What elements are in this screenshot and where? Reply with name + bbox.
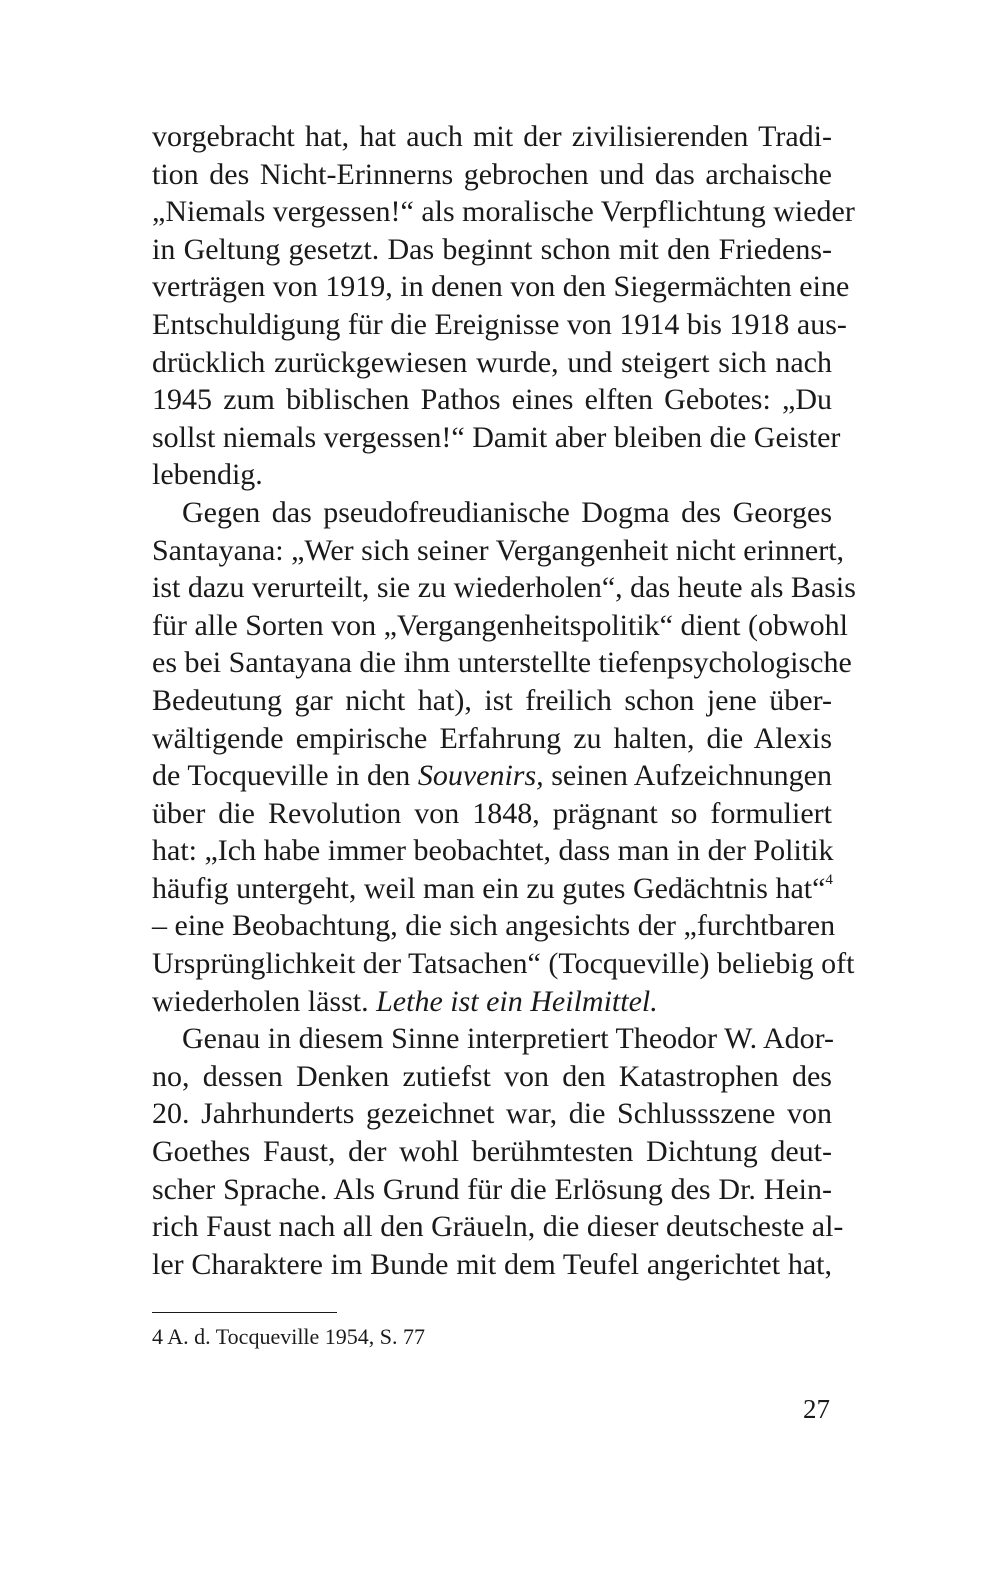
text-line: tion des Nicht-Erinnerns gebrochen und das archaische [152,157,832,191]
text-line: über die Revolution von 1848, prägnant so formuliert [152,796,832,830]
text-line: no, dessen Denken zutiefst von den Katastrophen des [152,1059,832,1093]
text-line: rich Faust nach all den Gräueln, die dieser deutscheste al- [152,1210,844,1244]
text-line: verträgen von 1919, in denen von den Siegermächten eine [152,270,850,304]
text-segment: wiederholen lässt. [152,984,377,1018]
text-line: sollst niemals vergessen!“ Damit aber bleiben die Geister [152,420,841,454]
text-line: drücklich zurückgewiesen wurde, und steigert sich nach [152,345,832,379]
text-line: Bedeutung gar nicht hat), ist freilich schon jene über- [152,683,832,717]
text-line [152,983,832,1021]
text-line: lebendig. [152,458,263,492]
body-text [152,118,856,1283]
text-line: Goethes Faust, der wohl berühmtesten Dichtung deut- [152,1135,832,1169]
text-line: – eine Beobachtung, die sich angesichts der „furchtbaren [152,909,836,943]
text-line: hat: „Ich habe immer beobachtet, dass man in der Politik [152,834,834,868]
text-line: für alle Sorten von „Vergangenheitspolitik“ dient (obwohl [152,608,848,642]
text-line: ist dazu verurteilt, sie zu wiederholen“, das heute als Basis [152,571,856,605]
text-line: Ursprünglichkeit der Tatsachen“ (Tocqueville) beliebig oft [152,947,855,981]
text-line: „Niemals vergessen!“ als moralische Verpflichtung wieder [152,195,855,229]
text-segment: häufig untergeht, weil man ein zu gutes Gedächtnis hat“ [152,871,826,905]
text-segment: de Tocqueville in den [152,759,418,793]
text-line: Entschuldigung für die Ereignisse von 1914 bis 1918 aus- [152,307,847,341]
text-line: Santayana: „Wer sich seiner Vergangenheit nicht erinnert, [152,533,845,567]
footnote-divider [152,1312,337,1313]
text-line: scher Sprache. Als Grund für die Erlösung des Dr. Hein- [152,1172,832,1206]
text-line: Gegen das pseudofreudianische Dogma des Georges [182,495,832,529]
text-line: in Geltung gesetzt. Das beginnt schon mit den Friedens- [152,232,832,266]
footnote: 4 A. d. Tocqueville 1954, S. 77 [152,1324,426,1349]
text-segment: seinen Aufzeichnungen [543,759,832,793]
text-line: 20. Jahrhunderts gezeichnet war, die Schlussszene von [152,1097,832,1131]
page-number: 27 [803,1394,830,1424]
text-line [152,870,832,908]
text-line: 1945 zum biblischen Pathos eines elften Gebotes: „Du [152,383,832,417]
text-line: wältigende empirische Erfahrung zu halten, die Alexis [152,721,832,755]
text-line: Genau in diesem Sinne interpretiert Theodor W. Ador- [182,1022,835,1056]
italic-emphasis: Lethe ist ein Heilmittel. [376,984,658,1018]
text-line: vorgebracht hat, hat auch mit der zivilisierenden Tradi- [152,120,832,153]
text-line: ler Charaktere im Bunde mit dem Teufel angerichtet hat, [152,1247,832,1281]
text-line: es bei Santayana die ihm unterstellte tiefenpsychologische [152,646,852,680]
italic-title: Souvenirs, [417,759,544,793]
text-line [152,757,832,795]
footnote-reference: 4 [825,871,833,888]
